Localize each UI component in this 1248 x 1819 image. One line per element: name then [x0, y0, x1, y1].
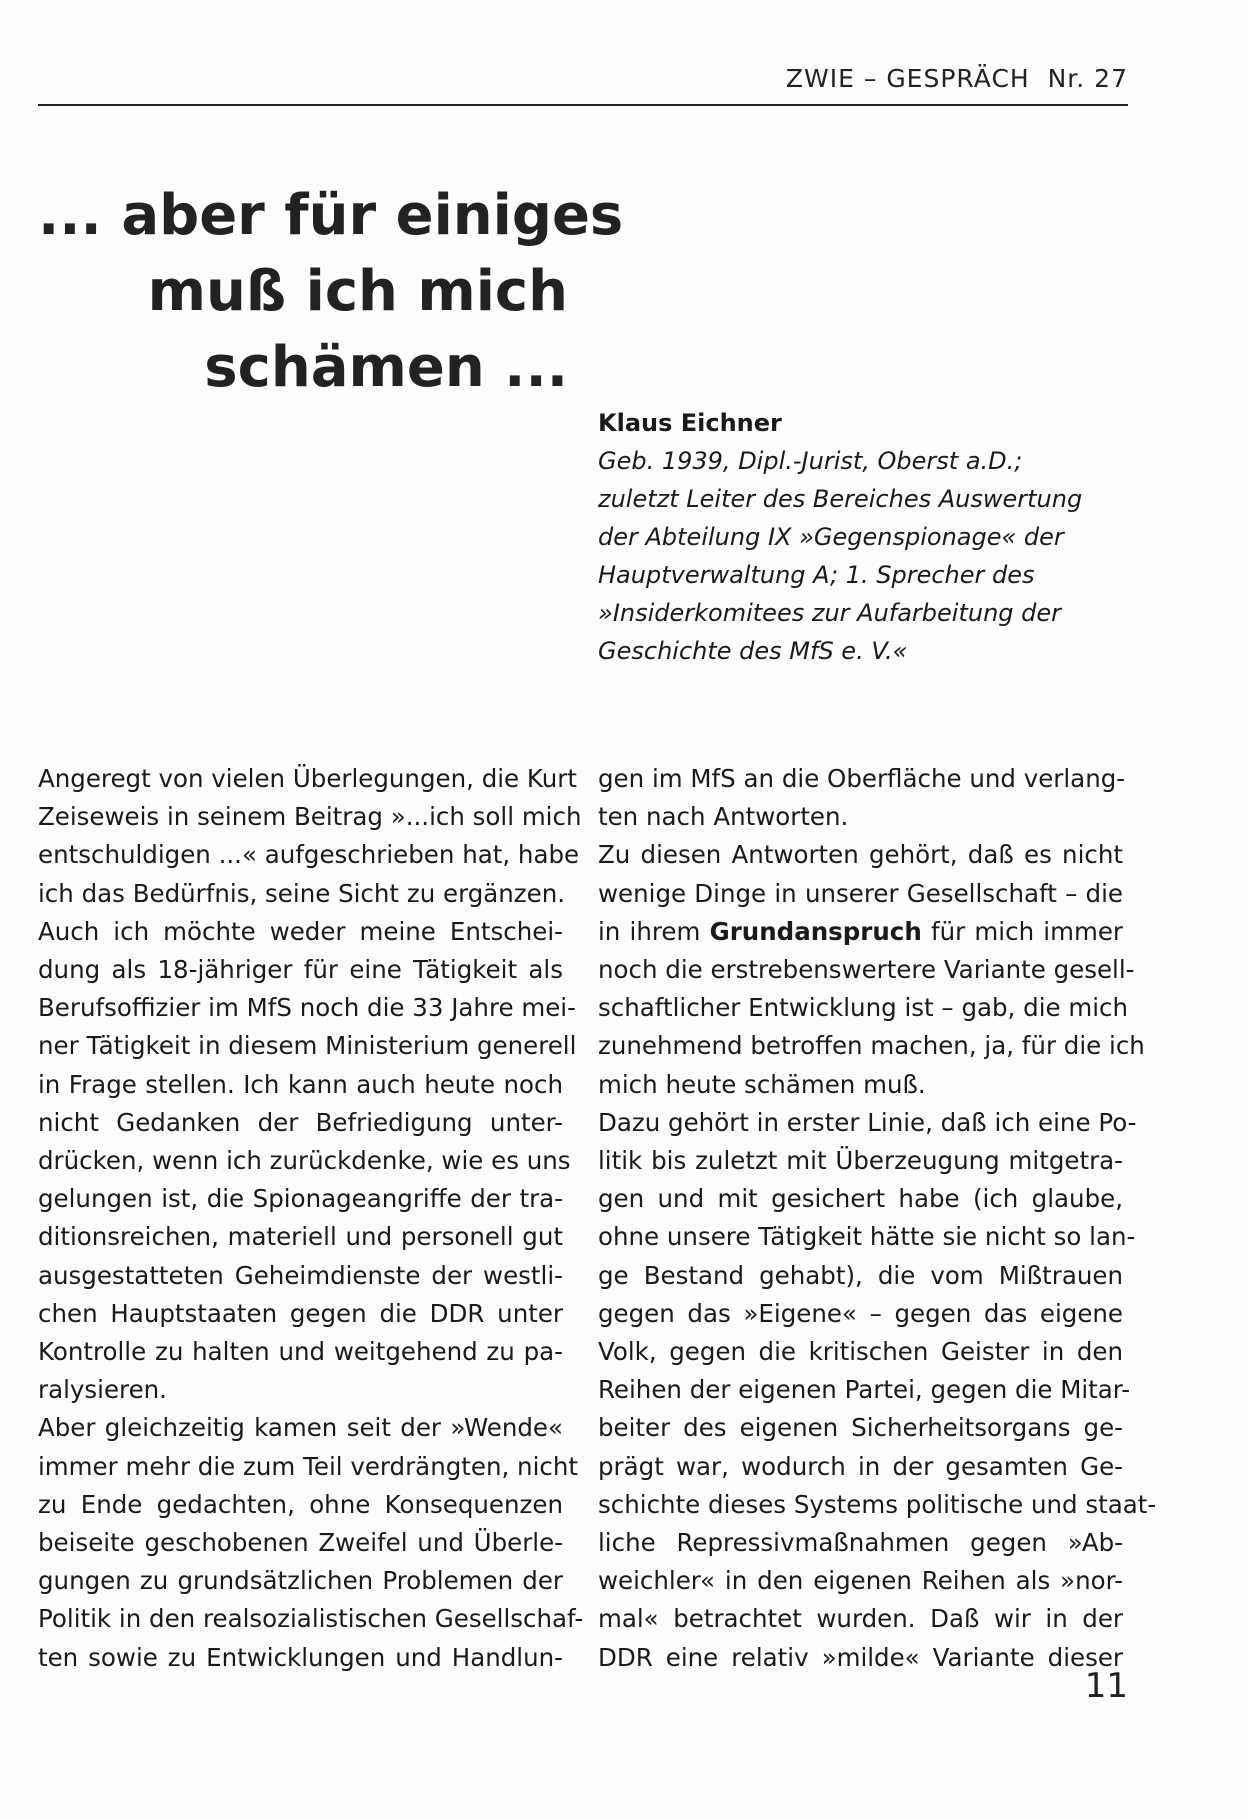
text-line: ralysieren.: [38, 1375, 167, 1405]
text-line: ten sowie zu Entwicklungen und Handlun-: [38, 1642, 563, 1672]
text-line: Berufsoffizier im MfS noch die 33 Jahre mei-: [38, 993, 576, 1023]
text-line: gen im MfS an die Oberfläche und verlang-: [598, 764, 1126, 793]
text-line: ich das Bedürfnis, seine Sicht zu ergänzen.: [38, 878, 566, 908]
text-line: ohne unsere Tätigkeit hätte sie nicht so lan-: [598, 1222, 1136, 1252]
left-text-column: [38, 760, 584, 1677]
text-fragment: in ihrem: [598, 916, 701, 946]
page-number: 11: [1084, 1666, 1128, 1706]
author-block: [598, 404, 1138, 670]
title-line: muß ich mich: [147, 259, 568, 324]
running-header: ZWIE – GESPRÄCH Nr. 27: [785, 64, 1128, 93]
text-line: in Frage stellen. Ich kann auch heute noch: [38, 1069, 563, 1099]
text-line: Kontrolle zu halten und weitgehend zu pa-: [38, 1337, 563, 1367]
text-line: mich heute schämen muß.: [598, 1069, 926, 1099]
author-bio-line: zuletzt Leiter des Bereiches Auswertung: [598, 485, 1083, 513]
text-line: Zu diesen Antworten gehört, daß es nicht: [598, 840, 1123, 870]
text-line: wenige Dinge in unserer Gesellschaft – die: [598, 878, 1123, 908]
header-rule: [38, 104, 1128, 106]
text-line: schaftlicher Entwicklung ist – gab, die mich: [598, 993, 1129, 1023]
author-bio-line: Hauptverwaltung A; 1. Sprecher des: [598, 561, 1035, 589]
text-line: liche Repressivmaßnahmen gegen »Ab-: [598, 1528, 1123, 1558]
text-line: dung als 18-jähriger für eine Tätigkeit als: [38, 955, 563, 985]
author-bio-line: »Insiderkomitees zur Aufarbeitung der: [598, 599, 1062, 627]
text-fragment: für mich immer: [931, 916, 1123, 946]
text-line: chen Hauptstaaten gegen die DDR unter: [38, 1298, 563, 1328]
text-line: DDR eine relativ »milde« Variante dieser: [598, 1642, 1123, 1672]
text-line: zu Ende gedachten, ohne Konsequenzen: [38, 1489, 563, 1519]
text-line: gegen das »Eigene« – gegen das eigene: [598, 1298, 1123, 1328]
text-line: ge Bestand gehabt), die vom Mißtrauen: [598, 1260, 1123, 1290]
emphasis-term: Grundanspruch: [709, 916, 922, 946]
text-line: gelungen ist, die Spionageangriffe der tra-: [38, 1184, 563, 1214]
text-line: entschuldigen ...« aufgeschrieben hat, habe: [38, 840, 580, 870]
text-line: weichler« in den eigenen Reihen als »nor-: [598, 1566, 1123, 1596]
text-line: immer mehr die zum Teil verdrängten, nicht: [38, 1451, 578, 1481]
text-line: ner Tätigkeit in diesem Ministerium generell: [38, 1031, 577, 1061]
author-bio-line: Geschichte des MfS e. V.«: [598, 637, 908, 665]
text-line: beiseite geschobenen Zweifel und Überle-: [38, 1528, 563, 1558]
text-line: mal« betrachtet wurden. Daß wir in der: [598, 1604, 1123, 1634]
text-line: gungen zu grundsätzlichen Problemen der: [38, 1566, 563, 1596]
text-line-with-emphasis: [598, 913, 1123, 951]
article-title: [38, 178, 624, 406]
text-line: drücken, wenn ich zurückdenke, wie es uns: [38, 1146, 571, 1176]
text-line: ten nach Antworten.: [598, 802, 849, 832]
text-line: Politik in den realsozialistischen Gesellschaf-: [38, 1604, 584, 1634]
right-text-column: [598, 760, 1157, 1677]
title-line: schämen ...: [204, 335, 568, 400]
text-line: beiter des eigenen Sicherheitsorgans ge-: [598, 1413, 1123, 1443]
text-line: Reihen der eigenen Partei, gegen die Mitar-: [598, 1375, 1131, 1405]
text-line: gen und mit gesichert habe (ich glaube,: [598, 1184, 1123, 1214]
author-bio-line: der Abteilung IX »Gegenspionage« der: [598, 523, 1064, 551]
text-line: prägt war, wodurch in der gesamten Ge-: [598, 1451, 1123, 1481]
text-line: noch die erstrebenswertere Variante gesell-: [598, 955, 1135, 985]
text-line: ditionsreichen, materiell und personell gut: [38, 1222, 563, 1252]
text-line: Auch ich möchte weder meine Entschei-: [38, 916, 563, 946]
text-line: Volk, gegen die kritischen Geister in den: [598, 1337, 1123, 1367]
text-line: zunehmend betroffen machen, ja, für die ich: [598, 1031, 1145, 1061]
author-bio-line: Geb. 1939, Dipl.-Jurist, Oberst a.D.;: [598, 447, 1023, 475]
text-line: nicht Gedanken der Befriedigung unter-: [38, 1107, 563, 1137]
title-line: ... aber für einiges: [38, 183, 624, 248]
text-line: Aber gleichzeitig kamen seit der »Wende«: [38, 1413, 563, 1443]
text-line: Angeregt von vielen Überlegungen, die Kurt: [38, 764, 577, 793]
text-line: ausgestatteten Geheimdienste der westli-: [38, 1260, 563, 1290]
text-line: litik bis zuletzt mit Überzeugung mitgetra-: [598, 1146, 1123, 1176]
text-line: schichte dieses Systems politische und staat-: [598, 1489, 1157, 1519]
text-line: Zeiseweis in seinem Beitrag »...ich soll mich: [38, 802, 582, 832]
text-line: Dazu gehört in erster Linie, daß ich eine Po-: [598, 1107, 1137, 1137]
author-name: Klaus Eichner: [598, 409, 782, 437]
